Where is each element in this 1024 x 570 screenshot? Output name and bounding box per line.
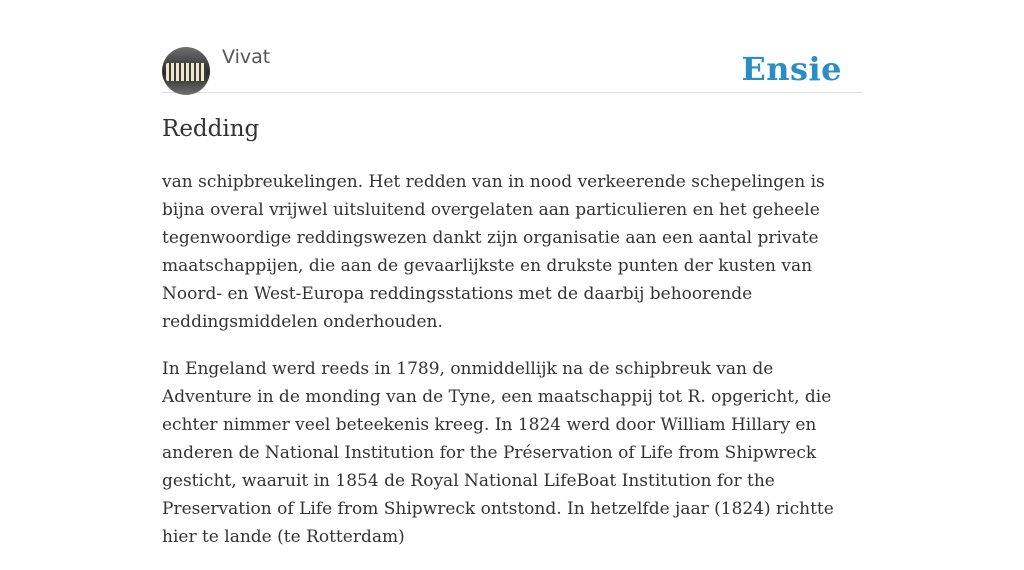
article-body	[162, 168, 862, 570]
page-container	[162, 0, 862, 547]
ensie-logo[interactable]: Ensie	[741, 50, 842, 88]
avatar[interactable]	[162, 47, 210, 95]
article-paragraph: van schipbreukelingen. Het redden van in nood verkeerende schepelingen is bijna overal vrijwel uitsluitend overgelaten aan particulieren en het geheele tegenwoordige reddingswezen dankt zijn organisatie aan een aantal private maatschappijen, die aan de gevaarlijkste en drukste punten der kusten van Noord- en West-Europa reddingsstations met de daarbij behoorende reddingsmiddelen onderhouden.	[162, 172, 825, 332]
bookshelf-avatar-icon	[166, 63, 206, 81]
author-name[interactable]: Vivat	[222, 46, 271, 68]
page-title: Redding	[162, 116, 260, 142]
article-paragraph: In Engeland werd reeds in 1789, onmiddellijk na de schipbreuk van de Adventure in de monding van de Tyne, een maatschappij tot R. opgericht, die echter nimmer veel beteekenis kreeg. In 1824 werd door William Hillary en anderen de National Institution for the Préservation of Life from Shipwreck gesticht, waaruit in 1854 de Royal National LifeBoat Institution for the Preservation of Life from Shipwreck ontstond. In hetzelfde jaar (1824) richtte hier te lande (te Rotterdam)	[162, 359, 834, 547]
header	[162, 0, 862, 93]
